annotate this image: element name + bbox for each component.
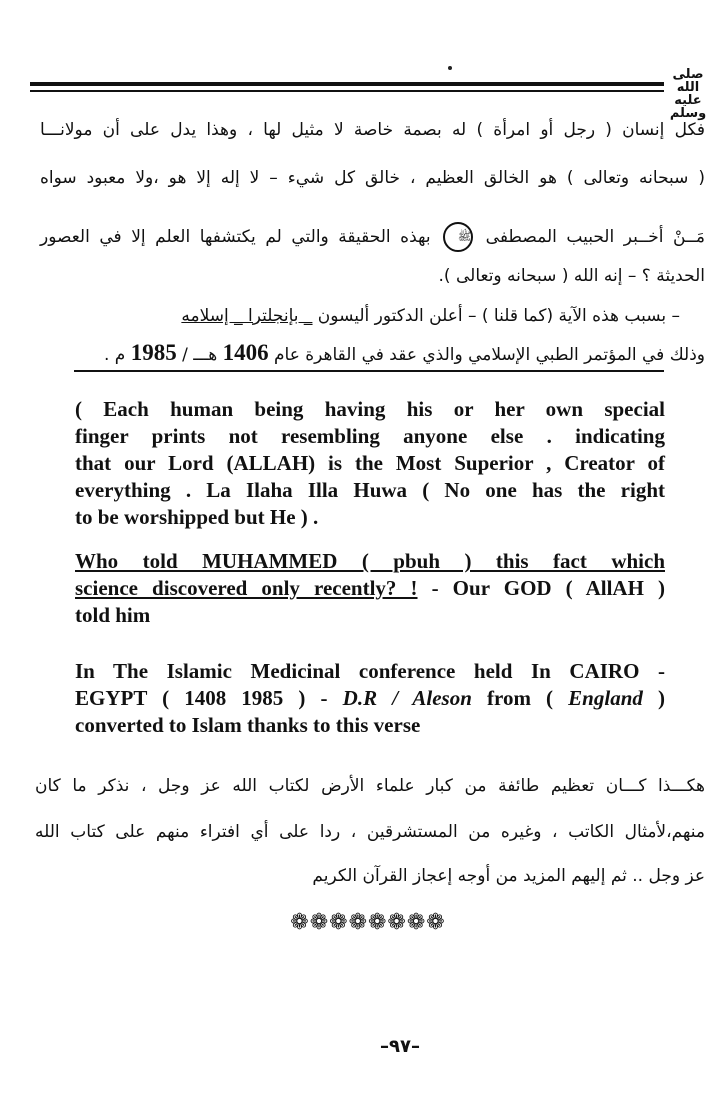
arabic-line-6-mid: هـــ / xyxy=(182,345,218,365)
arabic-line-6-end: م . xyxy=(103,345,126,365)
arabic-line-3-part-a: مَــنْ أخــبر الحبيب المصطفى xyxy=(485,227,705,247)
arabic-line-2: ( سبحانه وتعالى ) هو الخالق العظيم ، خالق كل شيء – لا إله إلا هو ،ولا معبود سواه xyxy=(40,168,705,188)
en-p1-line-5: to be worshipped but He ) . xyxy=(75,505,319,529)
hijri-year: 1406 xyxy=(222,340,269,365)
en-p3-country: England xyxy=(568,686,643,710)
en-p1-line-1: ( Each human being having his or her own special xyxy=(75,397,665,421)
en-p2-line-2 xyxy=(75,575,665,602)
arabic-line-3-part-b: بهذه الحقيقة والتي لم يكتشفها العلم إلا في العصور xyxy=(40,227,431,247)
arabic-bottom-line-3: عز وجل .. ثم إليهم المزيد من أوجه إعجاز القرآن الكريم xyxy=(312,866,705,886)
en-p3-line-2-b: from ( xyxy=(471,686,569,710)
arabic-line-4: الحديثة ؟ – إنه الله ( سبحانه وتعالى ). xyxy=(438,266,705,286)
en-p1-line-2: finger prints not resembling anyone else . indicating xyxy=(75,424,665,448)
arabic-line-3 xyxy=(40,222,705,252)
arabic-line-6-text: وذلك في المؤتمر الطبي الإسلامي والذي عقد في القاهرة عام xyxy=(274,345,705,365)
arabic-line-6 xyxy=(40,340,705,366)
en-p1-line-3: that our Lord (ALLAH) is the Most Superior , Creator of xyxy=(75,451,665,475)
header-rule-thick xyxy=(30,82,664,86)
gregorian-year: 1985 xyxy=(130,340,177,365)
arabic-bottom-line-2: منهم،لأمثال الكاتب ، وغيره من المستشرقين ، ردا على أي افتراء منهم على كتاب الله xyxy=(35,822,705,842)
calligraphy-seal-icon: صلى الله عليه وسلم xyxy=(669,67,707,121)
page-number: –٩٧– xyxy=(380,1036,420,1057)
en-p3-line-2-a: EGYPT ( 1408 1985 ) - xyxy=(75,686,343,710)
arabic-line-5 xyxy=(40,306,680,326)
en-p3-line-2 xyxy=(75,685,665,712)
en-p2-line-3: told him xyxy=(75,603,151,627)
english-paragraph-2 xyxy=(75,548,665,629)
arabic-line-5-part-a: – بسبب هذه الآية (كما قلنا ) – أعلن الدكتور أليسون xyxy=(312,306,680,326)
en-p2-answer: - Our GOD ( AllAH ) xyxy=(417,576,665,600)
english-paragraph-1 xyxy=(75,396,665,531)
ornament-divider-icon: ❁❁❁❁❁❁❁❁ xyxy=(290,910,446,935)
en-p3-line-2-c: ) xyxy=(642,686,665,710)
top-dot xyxy=(448,66,452,70)
en-p3-doctor: D.R / Aleson xyxy=(342,686,472,710)
en-p2-line-1: Who told MUHAMMED ( pbuh ) this fact which xyxy=(75,549,665,573)
en-p2-question: science discovered only recently? ! xyxy=(75,576,418,600)
pbuh-seal-icon: ﷺ xyxy=(443,222,473,252)
header-rule-thin xyxy=(30,90,664,92)
section-divider xyxy=(74,370,664,372)
arabic-bottom-line-1: هكـــذا كـــان تعظيم طائفة من كبار علماء الأرض لكتاب الله عز وجل ، نذكر ما كان xyxy=(35,776,705,796)
en-p3-line-1: In The Islamic Medicinal conference held In CAIRO - xyxy=(75,659,665,683)
en-p3-line-3: converted to Islam thanks to this verse xyxy=(75,713,421,737)
english-paragraph-3 xyxy=(75,658,665,739)
en-p1-line-4: everything . La Ilaha Illa Huwa ( No one has the right xyxy=(75,478,665,502)
arabic-line-1: فكل إنسان ( رجل أو امرأة ) له بصمة خاصة لا مثيل لها ، وهذا يدل على أن مولانـــا xyxy=(40,120,705,140)
arabic-line-5-part-b: _ بإنجلترا _ إسلامه xyxy=(181,306,313,326)
